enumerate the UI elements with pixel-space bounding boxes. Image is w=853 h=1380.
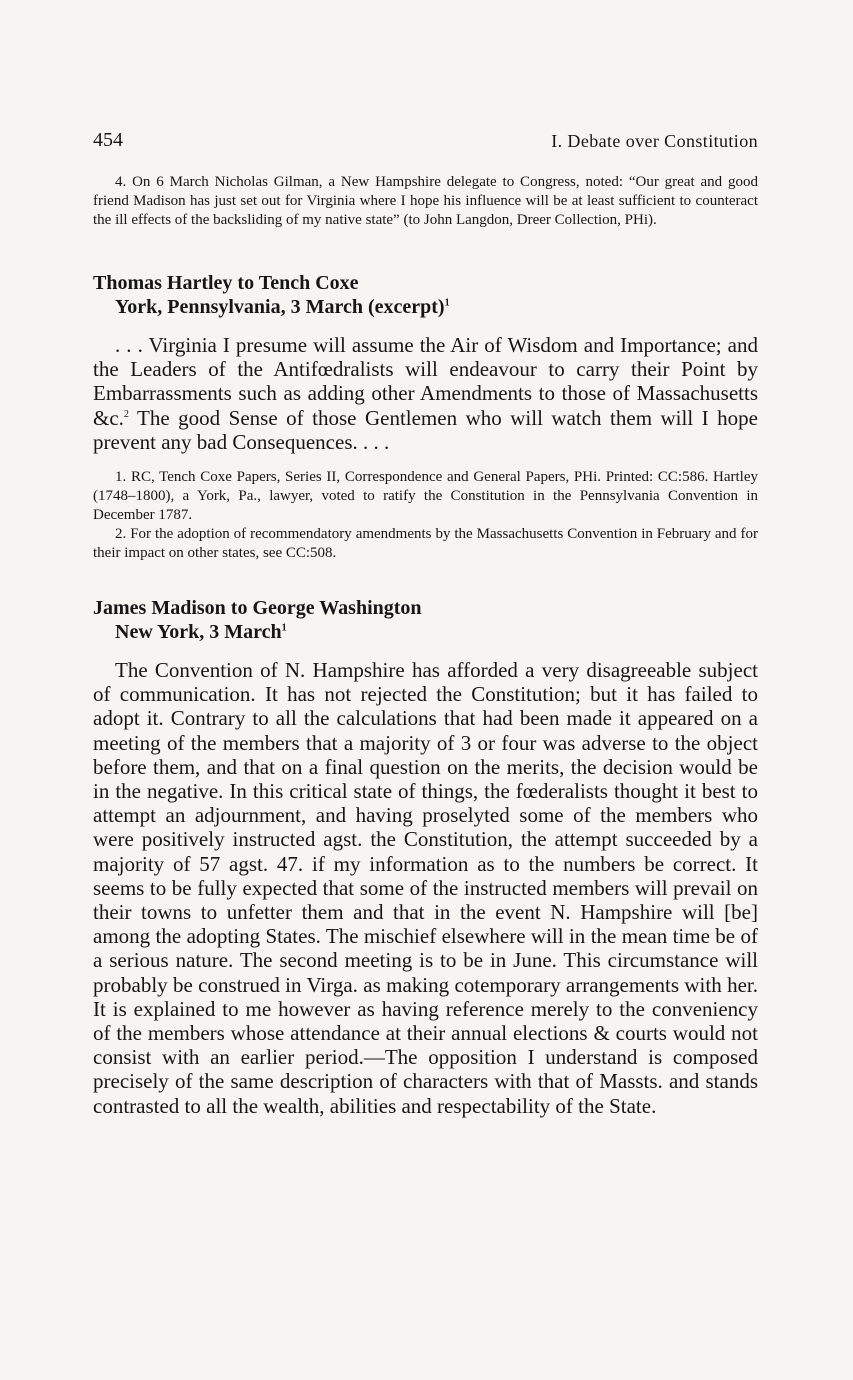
madison-place-date-text: New York, 3 March [115, 621, 282, 644]
hartley-note-1: 1. RC, Tench Coxe Papers, Series II, Correspondence and General Papers, PHi. Printed: CC:586. Hartley (1748–1800), a York, Pa., lawyer, voted to ratify the Constitution in the Pennsylvania Convention in December 1787. [93, 469, 758, 524]
hartley-letter-body [93, 333, 758, 454]
madison-place-date [115, 620, 758, 644]
footnote-4: 4. On 6 March Nicholas Gilman, a New Hampshire delegate to Congress, noted: “Our great and good friend Madison has just set out for Virginia where I hope his influence will be at least sufficient to counteract the ill effects of the backsliding of my native state” (to John Langdon, Dreer Collection, PHi). [93, 174, 758, 228]
section-title: I. Debate over Constitution [551, 131, 758, 151]
running-head [93, 125, 758, 155]
hartley-notes [93, 468, 758, 563]
hartley-body-part-1: . . . Virginia I presume will assume the Air of Wisdom and Importance; and the Leaders of the Antifœdralists will endeavour to carry their Point by Embarrassments such as adding other Amendments to those of Massachusetts &c. [93, 333, 758, 430]
madison-letter-body: The Convention of N. Hampshire has afforded a very disagreeable subject of communication. It has not rejected the Constitution; but it has failed to adopt it. Contrary to all the calculations that had been made it appeared on a meeting of the members that a majority of 3 or four was adverse to the object before them, and that on a final question on the merits, the decision would be in the negative. In this critical state of things, the fœderalists thought it best to attempt an adjournment, and having proselyted some of the members who were positively instructed agst. the Constitution, the attempt succeeded by a majority of 57 agst. 47. if my information as to the numbers be correct. It seems to be fully expected that some of the instructed members will prevail on their towns to unfetter them and that in the event N. Hampshire will [be] among the adopting States. The mischief elsewhere will in the mean time be of a serious nature. The second meeting is to be in June. This circumstance will probably be construed in Virga. as making cotemporary arrangements with her. It is explained to me however as having reference merely to the conveniency of the members whose attendance at their annual elections & courts would not consist with an earlier period.—The opposition I understand is composed precisely of the same description of characters with that of Massts. and stands contrasted to all the wealth, abilities and respectability of the State. [93, 658, 758, 1118]
hartley-body-footnote-ref: 2 [123, 408, 129, 420]
hartley-note-2: 2. For the adoption of recommendatory amendments by the Massachusetts Convention in February and for their impact on other states, see CC:508. [93, 526, 758, 562]
hartley-place-date [115, 295, 758, 319]
hartley-footnote-ref: 1 [444, 297, 450, 309]
hartley-place-date-text: York, Pennsylvania, 3 March (excerpt) [115, 296, 445, 318]
hartley-body-part-2: The good Sense of those Gentlemen who will watch them will I hope prevent any bad Consequences. . . . [93, 405, 758, 454]
page-number: 454 [93, 129, 123, 151]
madison-title: James Madison to George Washington [93, 597, 422, 620]
book-page [93, 125, 758, 1118]
hartley-title: Thomas Hartley to Tench Coxe [93, 272, 359, 294]
madison-footnote-ref: 1 [281, 622, 287, 634]
